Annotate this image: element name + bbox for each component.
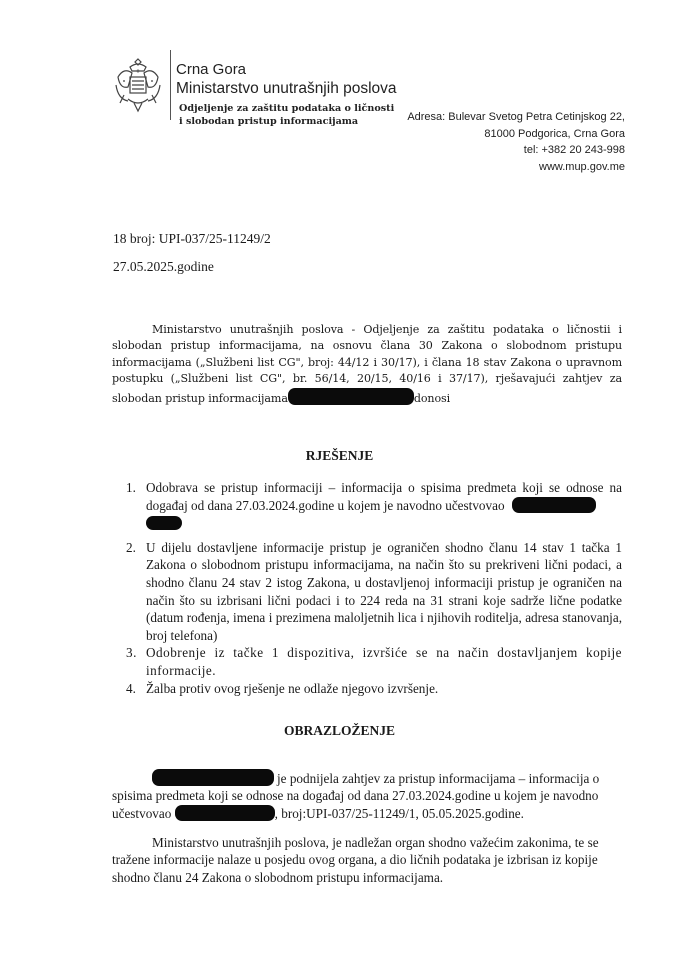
item-number: 3. <box>126 645 137 661</box>
item-number: 4. <box>126 680 136 696</box>
department-line-1: Odjeljenje za zaštitu podataka o ličnosti <box>179 103 395 114</box>
reasoning-text-1: je podnijela zahtjev za pristup informacijama – informacija o spisima predmeta koji se odnose na događaj od dana 27.03.2024.godine u kojem je navodno učestvovao <box>112 771 600 821</box>
website: www.mup.gov.me <box>539 160 625 173</box>
item-text: Žalba protiv ovog rješenje ne odlaže njegovo izvršenje. <box>146 680 439 696</box>
reasoning-paragraph-2 <box>112 834 622 886</box>
reasoning-heading: OBRAZLOŽENJE <box>283 723 396 738</box>
redaction-bar <box>512 497 596 513</box>
item-number: 2. <box>126 539 136 555</box>
redaction-bar <box>288 388 414 405</box>
item-text: Odobrenje iz tačke 1 dispozitiva, izvršiće se na način dostavljanjem kopije informacije. <box>146 645 622 678</box>
address-street: Adresa: Bulevar Svetog Petra Cetinjskog 22, <box>407 111 625 123</box>
item-number: 1. <box>126 480 136 495</box>
address-block <box>407 109 625 175</box>
coat-of-arms-icon <box>110 55 166 115</box>
intro-text: Ministarstvo unutrašnjih poslova - Odjeljenje za zaštitu podataka o ličnostii i slobodan pristup informacijama, na osnovu člana 30 Zakona o slobodnom pristupu informacijama („Službeni list CG", broj: 44/12 i 30/17), i člana 18 stav Zakona o upravnom postupku („Službeni list CG", br. 56/14, 20/15, 40/16 i 37/17), rješavajući zahtjev za slobodan pristup informacijama <box>112 323 622 405</box>
country-name: Crna Gora <box>176 61 247 78</box>
item-text: U dijelu dostavljene informacije pristup je ograničen shodno članu 14 stav 1 tačka 1 Zakona o slobodnom pristupu informacijama, na način što su prekriveni lični podaci, a shodno članu 24 stav 2 istog Zakona, u dostavljenoj informaciji pristup je ograničen na način što su izbrisani lični podaci i to 224 reda na 31 strani koje sadrže lične podatke (datum rođenja, imena i prezimena maloljetnih lica i njihovih roditelja, adresa stanovanja, broj telefona) <box>146 539 622 643</box>
ministry-name: Ministarstvo unutrašnjih poslova <box>176 80 397 97</box>
department-name <box>179 103 394 128</box>
decision-item <box>122 644 622 679</box>
intro-paragraph <box>112 322 622 407</box>
item-text: Odobrava se pristup informaciji – informacija o spisima predmeta koji se odnose na događaj od dana 27.03.2024.godine u kojem je navodno učestvovao <box>146 480 622 513</box>
phone-number: tel: +382 20 243-998 <box>523 144 625 156</box>
reasoning-text-2: , broj:UPI-037/25-11249/1, 05.05.2025.godine. <box>274 805 524 821</box>
decision-list <box>122 479 622 697</box>
letterhead-divider <box>170 50 171 120</box>
decision-item <box>122 680 622 698</box>
document-date: 27.05.2025.godine <box>113 259 214 274</box>
redaction-bar <box>146 516 182 530</box>
department-line-2: i slobodan pristup informacijama <box>179 115 359 127</box>
decision-item <box>122 479 622 532</box>
address-city: 81000 Podgorica, Crna Gora <box>484 127 625 140</box>
decision-heading: RJEŠENJE <box>305 448 374 463</box>
intro-text-end: donosi <box>413 391 451 405</box>
redaction-bar <box>175 805 275 821</box>
decision-item <box>122 539 622 645</box>
reference-number: 18 broj: UPI-037/25-11249/2 <box>113 231 271 246</box>
redaction-bar <box>152 769 274 786</box>
reasoning-text-3: Ministarstvo unutrašnjih poslova, je nadležan organ shodno važećim zakonima, te se tražene informacije nalaze u posjedu ovog organa, a dio ličnih podataka je izbrisan iz kopije shodno članu 24 Zakona o slobodnom pristupu informacijama. <box>112 835 599 885</box>
reasoning-paragraph-1 <box>112 769 622 822</box>
